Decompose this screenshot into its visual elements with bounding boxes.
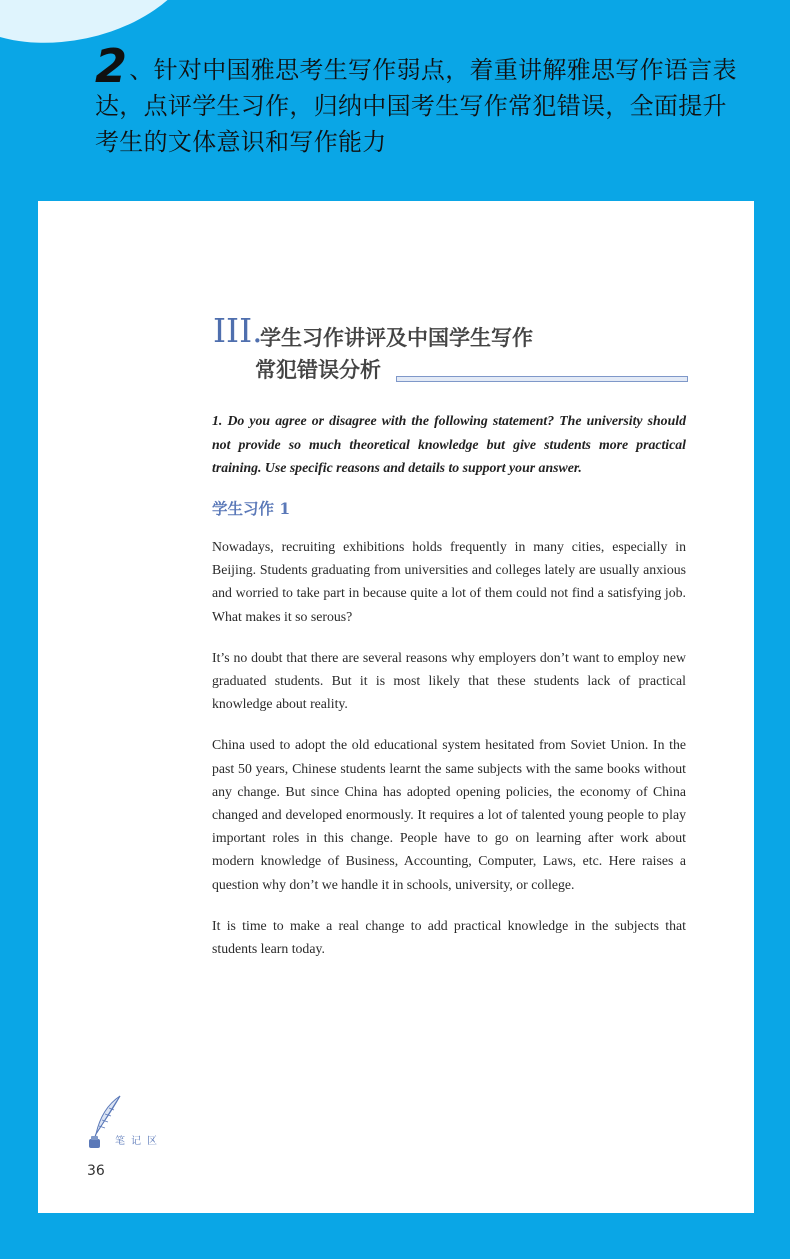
essay-subheading: 学生习作 1 — [212, 499, 291, 518]
notes-area — [86, 1094, 206, 1154]
section-heading — [213, 311, 693, 381]
section-title-rule — [396, 376, 688, 382]
page-number: 36 — [87, 1163, 105, 1179]
section-title-line2: 常犯错误分析 — [255, 357, 381, 382]
essay-paragraph: China used to adopt the old educational system hesitated from Soviet Union. In the past 50 years, Chinese students learnt the same subjects with the same books without any change. But since China has adopted opening policies, the economy of China changed and developed enormously. It requires a lot of talented young people to play important roles in this change. People have to go on learning after work about modern knowledge of Business, Accounting, Computer, Laws, etc. Here raises a question why don’t we handle it in schools, university, or college. — [212, 737, 686, 892]
essay-paragraph: It’s no doubt that there are several reasons why employers don’t want to employ new graduated students. But it is most likely that these students lack of practical knowledge about reality. — [212, 649, 686, 712]
feature-text: 、针对中国雅思考生写作弱点，着重讲解雅思写作语言表达，点评学生习作，归纳中国考生写作常犯错误，全面提升考生的文体意识和写作能力 — [95, 56, 737, 156]
book-page — [38, 201, 754, 1213]
feature-number: 2 — [95, 39, 128, 93]
essay-question: 1. Do you agree or disagree with the following statement? The university should not provide so much theoretical knowledge but give students more practical training. Use specific reasons and details to support your answer. — [212, 413, 686, 475]
feature-banner — [95, 39, 745, 160]
essay-paragraph: It is time to make a real change to add practical knowledge in the subjects that students learn today. — [212, 917, 686, 957]
section-roman-numeral: III. — [213, 311, 263, 350]
student-essay — [212, 535, 686, 978]
essay-paragraph: Nowadays, recruiting exhibitions holds frequently in many cities, especially in Beijing. Students graduating from universities and colleges lately are usually anxious and worried to take part in because quite a lot of them could not find a satisfying job. What makes it so serous? — [212, 539, 686, 624]
section-title-line1: 学生习作讲评及中国学生写作 — [260, 325, 533, 350]
notes-label: 笔记区 — [115, 1136, 163, 1147]
